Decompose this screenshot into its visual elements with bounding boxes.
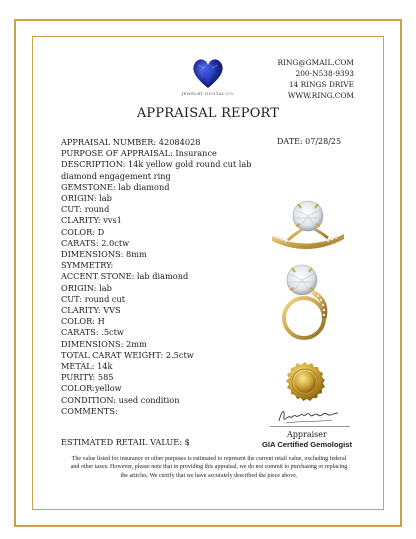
detail-row: ORIGIN: lab — [61, 282, 112, 293]
contact-address: 14 RINGS DRIVE — [288, 80, 354, 89]
detail-row: APPRAISAL NUMBER: 42084028 — [61, 137, 201, 147]
detail-row: COLOR: H — [61, 316, 105, 327]
detail-row: DIMENSIONS: 8mm — [61, 249, 147, 260]
logo-text: JEWELRY DIGITAL CO. — [181, 91, 235, 96]
detail-row: DIMENSIONS: 2mm — [61, 338, 147, 349]
gold-seal-icon — [284, 361, 326, 403]
appraiser-label: Appraiser — [287, 430, 327, 439]
certification-label: GIA Certified Gemologist — [262, 440, 353, 449]
detail-row: PURITY: 585 — [61, 372, 114, 383]
detail-row: CARATS: 2.0ctw — [61, 237, 130, 248]
detail-row: GEMSTONE: lab diamond — [61, 181, 170, 192]
detail-row: SYMMETRY: — [61, 260, 114, 271]
signature-image — [276, 405, 342, 427]
detail-row: CUT: round — [61, 204, 110, 215]
contact-phone: 200-N538-9393 — [295, 69, 354, 78]
detail-row: CLARITY: VVS — [61, 305, 121, 316]
detail-row: TOTAL CARAT WEIGHT: 2.5ctw — [61, 349, 194, 360]
detail-row: ORIGIN: lab — [61, 193, 112, 204]
disclaimer-text: The value listed for insurance or other purposes is estimated to represent the current retail value, excluding federal and other taxes. However, please note that in providing this appraisal, we do not commit to purchasing or replacing the articles. We certify that we have accurately described the piece above. — [70, 456, 348, 479]
appraisal-details — [61, 137, 271, 417]
contact-email[interactable]: RING@GMAIL.COM — [277, 58, 354, 67]
detail-row: ACCENT STONE: lab diamond — [61, 271, 189, 282]
detail-row: CLARITY: vvs1 — [61, 215, 122, 226]
appraisal-date: DATE: 07/28/25 — [277, 137, 342, 146]
ring-front-image — [268, 196, 348, 258]
heart-sapphire-icon — [190, 55, 226, 91]
contact-website[interactable]: WWW.RING.COM — [287, 91, 354, 100]
detail-row: COMMENTS: — [61, 405, 118, 416]
signature-line — [270, 426, 350, 427]
detail-row: PURPOSE OF APPRAISAL: Insurance — [61, 148, 217, 159]
detail-row: CONDITION: used condition — [61, 394, 180, 405]
detail-row: CARATS: .5ctw — [61, 327, 124, 338]
page-title: APPRAISAL REPORT — [136, 106, 280, 121]
detail-row: COLOR:yellow — [61, 383, 122, 394]
detail-row: CUT: round cut — [61, 293, 126, 304]
estimated-retail-value: ESTIMATED RETAIL VALUE: $ — [61, 437, 190, 447]
ring-angled-image — [268, 262, 348, 342]
detail-row: DESCRIPTION: 14k yellow gold round cut lab diamond engagement ring — [61, 159, 252, 181]
detail-row: COLOR: D — [61, 226, 105, 237]
detail-row: METAL: 14k — [61, 361, 113, 372]
contact-block — [277, 57, 354, 101]
